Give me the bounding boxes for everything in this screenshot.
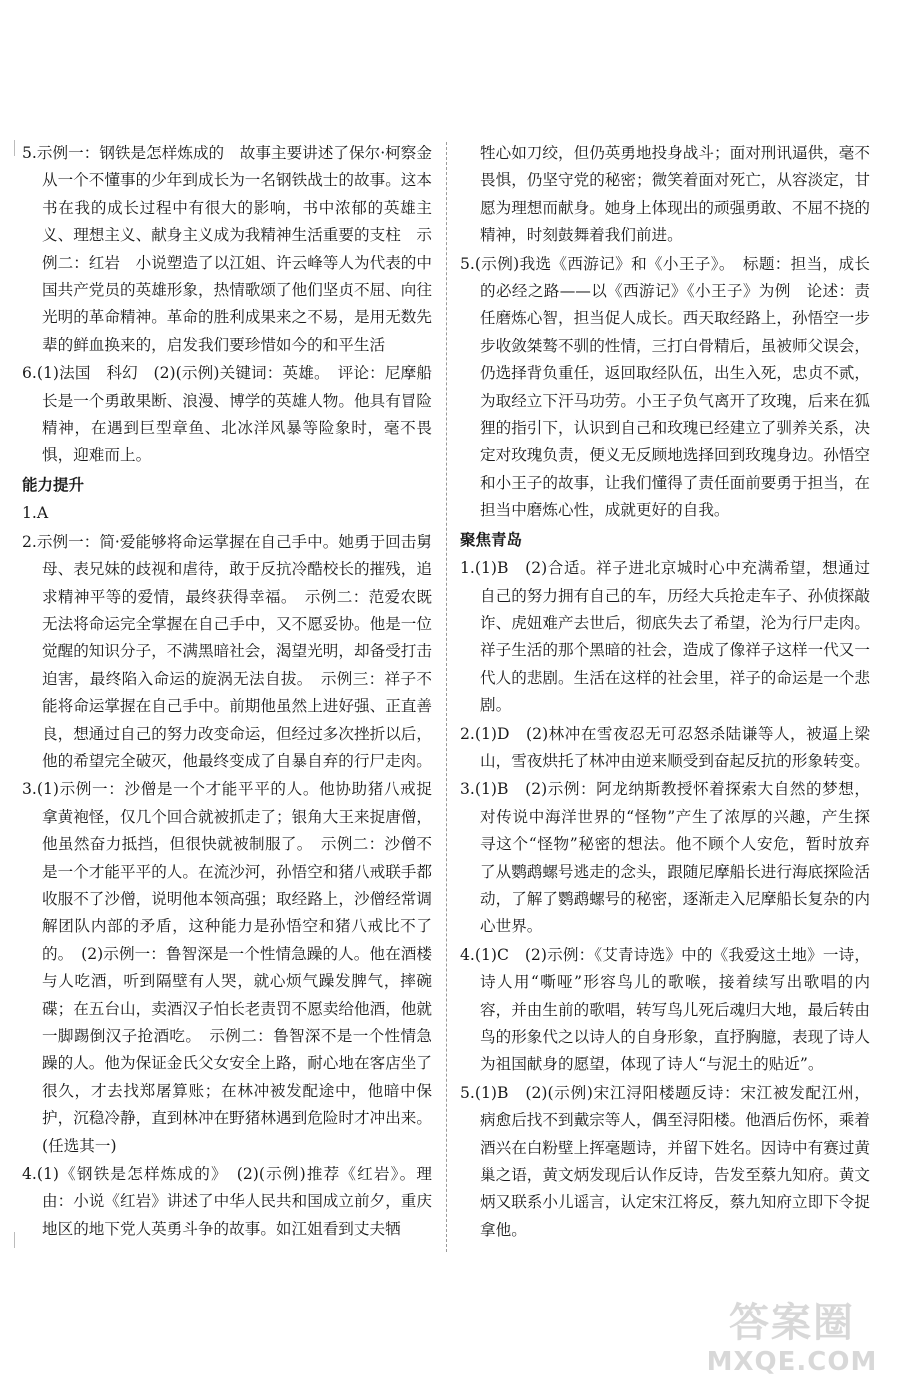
qingdao-answer-4: 4.(1)C (2)示例：《艾青诗选》中的《我爱这土地》一诗，诗人用“嘶哑”形容鸟儿的歌喉，接着续写出歌唱的内容，并由生前的歌唱，转写鸟儿死后魂归大地，最后转由鸟的形象代之以诗人的自身形象，直抒胸臆，表现了诗人为祖国献身的愿望，体现了诗人“与泥土的贴近”。	[460, 945, 870, 1074]
qingdao-answer-5: 5.(1)B (2)(示例)宋江浔阳楼题反诗：宋江被发配江州，病愈后找不到戴宗等人，偶至浔阳楼。他酒后伤怀，乘着酒兴在白粉壁上挥毫题诗，并留下姓名。因诗中有赛过黄巢之语，黄文炳发现后认作反诗，告发至蔡九知府。黄文炳又联系小儿谣言，认定宋江将反，蔡九知府立即下令捉拿他。	[460, 1083, 870, 1239]
ability-answer-3: 3.(1)示例一：沙僧是一个才能平平的人。他协助猪八戒捉拿黄袍怪，仅几个回合就被抓走了；银角大王来捉唐僧，他虽然奋力抵挡，但很快就被制服了。 示例二：沙僧不是一个才能平平的人。在流沙河，孙悟空和猪八戒联手都收服不了沙僧，说明他本领高强；取经路上，沙僧经常调解团队内部的矛盾，这种能力是孙悟空和猪八戒比不了的。 (2)示例一：鲁智深是一个性情急躁的人。他在酒楼与人吃酒，听到隔壁有人哭，就心烦气躁发脾气，摔碗碟；在五台山，卖酒汉子怕长老责罚不愿卖给他酒，他就一脚踢倒汉子抢酒吃。 示例二：鲁智深不是一个性情急躁的人。他为保证金氏父女安全上路，耐心地在客店坐了很久，才去找郑屠算账；在林冲被发配途中，他暗中保护，沉稳冷静，直到林冲在野猪林遇到危险时才冲出来。(任选其一)	[22, 780, 432, 1155]
ability-answer-2: 2.示例一：简·爱能够将命运掌握在自己手中。她勇于回击舅母、表兄妹的歧视和虐待，敢于反抗冷酷校长的摧残，追求精神平等的爱情，最终获得幸福。 示例二：范爱农既无法将命运完全掌握在自己手中，又不愿妥协。他是一位觉醒的知识分子，不满黑暗社会，渴望光明，却备受打击迫害，最终陷入命运的旋涡无法自拔。 示例三：祥子不能将命运掌握在自己手中。前期他虽然上进好强、正直善良，想通过自己的努力改变命运，但经过多次挫折以后，他的希望完全破灭，他最终变成了自暴自弃的行尸走肉。	[22, 532, 432, 770]
watermark-title: 答案圈	[729, 1300, 855, 1346]
ability-answer-5: 5.(示例)我选《西游记》和《小王子》。 标题：担当，成长的必经之路——以《西游记》《小王子》为例 论述：责任磨炼心智，担当促人成长。西天取经路上，孙悟空一步步收敛桀骜不驯的性情，三打白骨精后，虽被师父误会，仍选择背负重任，返回取经队伍，出生入死，忠贞不贰，为取经立下汗马功劳。小王子负气离开了玫瑰，后来在狐狸的指引下，认识到自己和玫瑰已经建立了驯养关系，决定对玫瑰负责，便义无反顾地选择回到玫瑰身边。孙悟空和小王子的故事，让我们懂得了责任面前要勇于担当，在担当中磨炼心性，成就更好的自我。	[460, 254, 870, 520]
ability-answer-1: 1.A	[22, 504, 49, 523]
watermark-url: MXQE.COM	[706, 1347, 878, 1377]
section-heading-ability: 能力提升	[22, 475, 85, 494]
margin-rule-bottom	[14, 1232, 15, 1248]
qingdao-answer-1: 1.(1)B (2)合适。祥子进北京城时心中充满希望，想通过自己的努力拥有自己的车，历经大兵抢走车子、孙侦探敲诈、虎妞难产去世后，彻底失去了希望，沦为行尸走肉。祥子生活的那个黑暗的社会，造成了像祥子这样一代又一代人的悲剧。生活在这样的社会里，祥子的命运是一个悲剧。	[460, 559, 870, 715]
column-divider	[446, 142, 447, 1252]
watermark-logo	[702, 1300, 882, 1385]
section-heading-qingdao: 聚焦青岛	[460, 530, 523, 549]
answer-5: 5.示例一：钢铁是怎样炼成的 故事主要讲述了保尔·柯察金从一个不懂事的少年到成长为一名钢铁战士的故事。这本书在我的成长过程中有很大的影响，书中浓郁的英雄主义、理想主义、献身主义成为我精神生活重要的支柱 示例二：红岩 小说塑造了以江姐、许云峰等人为代表的中国共产党员的英雄形象，热情歌颂了他们坚贞不屈、向往光明的革命精神。革命的胜利成果来之不易，是用无数先辈的鲜血换来的，启发我们要珍惜如今的和平生活	[22, 144, 432, 354]
ability-answer-4: 4.(1)《钢铁是怎样炼成的》 (2)(示例)推荐《红岩》。理由：小说《红岩》讲述了中华人民共和国成立前夕，重庆地区的地下党人英勇斗争的故事。如江姐看到丈夫牺	[22, 1165, 432, 1238]
answer-6: 6.(1)法国 科幻 (2)(示例)关键词：英雄。 评论：尼摩船长是一个勇敢果断、浪漫、博学的英雄人物。他具有冒险精神，在遇到巨型章鱼、北冰洋风暴等险象时，毫不畏惧，迎难而上。	[22, 364, 432, 465]
qingdao-answer-3: 3.(1)B (2)示例：阿龙纳斯教授怀着探索大自然的梦想，对传说中海洋世界的“怪物”产生了浓厚的兴趣，产生探寻这个“怪物”秘密的想法。他不顾个人安危，暂时放弃了从鹦鹉螺号逃走的念头，跟随尼摩船长进行海底探险活动，了解了鹦鹉螺号的秘密，逐渐走入尼摩船长复杂的内心世界。	[460, 780, 870, 936]
qingdao-answer-2: 2.(1)D (2)林冲在雪夜忍无可忍怒杀陆谦等人，被逼上梁山，雪夜烘托了林冲由逆来顺受到奋起反抗的形象转变。	[460, 724, 870, 770]
left-column	[22, 140, 432, 1244]
ability-answer-4-continued: 牲心如刀绞，但仍英勇地投身战斗；面对刑讯逼供，毫不畏惧，仍坚守党的秘密；微笑着面对死亡，从容淡定，甘愿为理想而献身。她身上体现出的顽强勇敢、不屈不挠的精神，时刻鼓舞着我们前进。	[480, 144, 870, 245]
margin-rule-top	[14, 140, 15, 156]
right-column	[460, 140, 870, 1245]
